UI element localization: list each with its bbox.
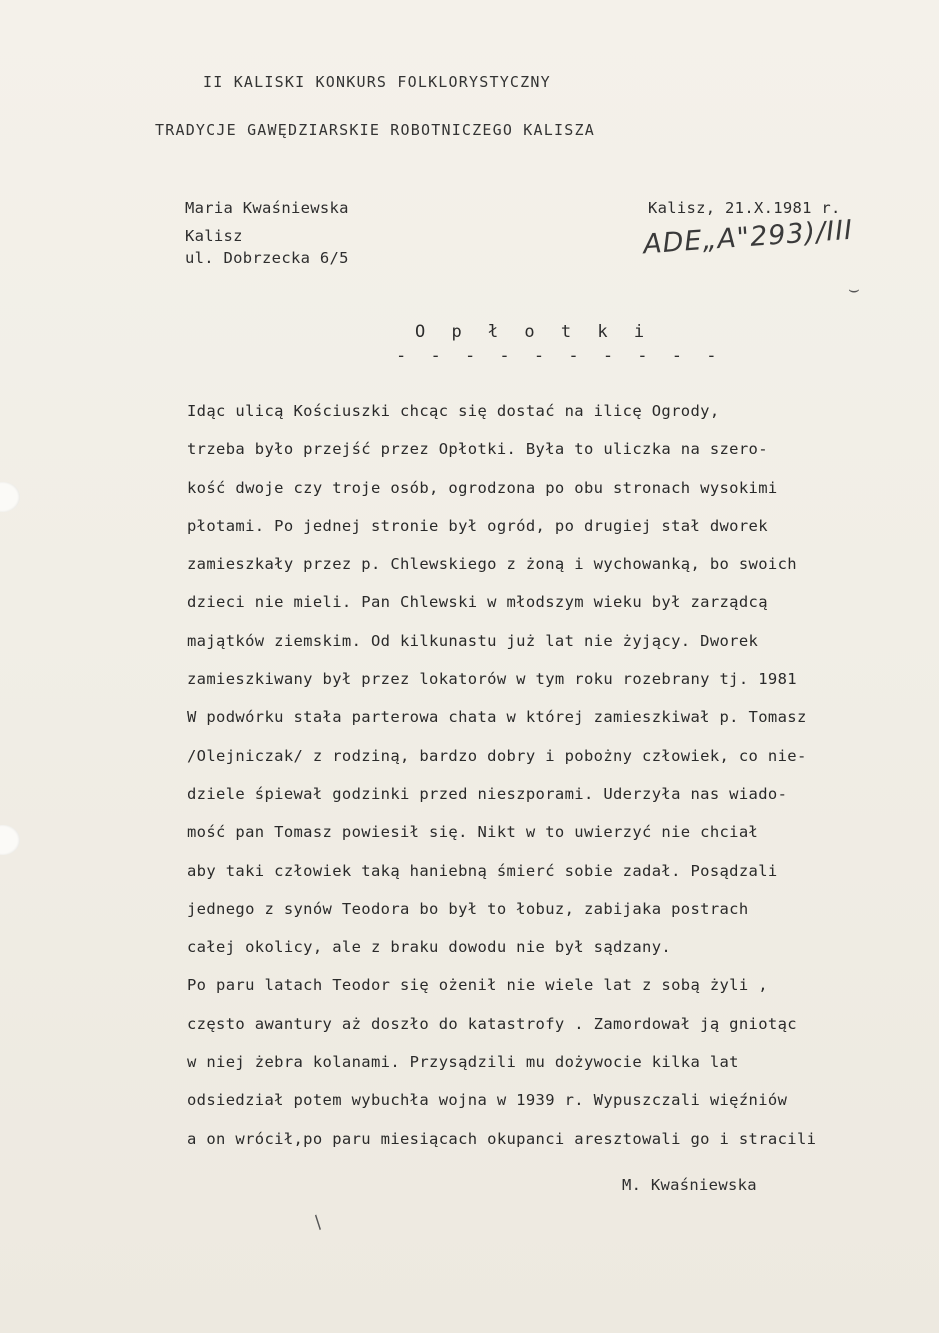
body-line: /Olejniczak/ z rodziną, bardzo dobry i pobożny człowiek, co nie- [187, 746, 807, 765]
story-body [187, 396, 939, 1162]
contest-subheading: TRADYCJE GAWĘDZIARSKIE ROBOTNICZEGO KALISZA [155, 121, 595, 139]
body-line: aby taki człowiek taką haniebną śmierć sobie zadał. Posądzali [187, 861, 778, 880]
body-line: jednego z synów Teodora bo był to łobuz, zabijaka postrach [187, 899, 749, 918]
document-date: Kalisz, 21.X.1981 r. [648, 199, 841, 217]
body-line: Po paru latach Teodor się ożenił nie wiele lat z sobą żyli , [187, 976, 768, 995]
body-line: majątków ziemskim. Od kilkunastu już lat nie żyjący. Dworek [187, 631, 759, 650]
signature: M. Kwaśniewska [622, 1176, 757, 1194]
punch-hole [0, 825, 20, 855]
story-title: O p ł o t k i [415, 322, 653, 342]
body-line: zamieszkały przez p. Chlewskiego z żoną i wychowanką, bo swoich [187, 555, 797, 574]
body-line: zamieszkiwany był przez lokatorów w tym roku rozebrany tj. 1981 [187, 670, 797, 689]
body-line: w niej żebra kolanami. Przysądzili mu dożywocie kilka lat [187, 1053, 739, 1072]
body-line: trzeba było przejść przez Opłotki. Była to uliczka na szero- [187, 440, 768, 459]
body-line: mość pan Tomasz powiesił się. Nikt w to uwierzyć nie chciał [187, 823, 759, 842]
archive-mark: ADE„A"293)/III [642, 214, 855, 261]
body-line: często awantury aż doszło do katastrofy . Zamordował ją gniotąc [187, 1014, 797, 1033]
stray-mark: / [309, 1212, 327, 1233]
body-line: płotami. Po jednej stronie był ogród, po drugiej stał dworek [187, 516, 768, 535]
body-line: dzieci nie mieli. Pan Chlewski w młodszym wieku był zarządcą [187, 593, 768, 612]
title-underline: - - - - - - - - - - [396, 346, 724, 366]
body-line: całej okolicy, ale z braku dowodu nie był sądzany. [187, 938, 672, 957]
author-name: Maria Kwaśniewska [185, 199, 349, 217]
body-line: Idąc ulicą Kościuszki chcąc się dostać na ilicę Ogrody, [187, 402, 720, 420]
body-line: kość dwoje czy troje osób, ogrodzona po obu stronach wysokimi [187, 478, 778, 497]
contest-heading: II KALISKI KONKURS FOLKLORYSTYCZNY [203, 73, 551, 91]
body-line: W podwórku stała parterowa chata w której zamieszkiwał p. Tomasz [187, 708, 807, 727]
body-line: dziele śpiewał godzinki przed nieszporami. Uderzyła nas wiado- [187, 784, 788, 803]
author-street: ul. Dobrzecka 6/5 [185, 249, 349, 267]
punch-hole [0, 482, 20, 512]
body-line: odsiedział potem wybuchła wojna w 1939 r. Wypuszczali więźniów [187, 1091, 788, 1110]
body-line: a on wrócił,po paru miesiącach okupanci aresztowali go i stracili [187, 1129, 817, 1148]
author-city: Kalisz [185, 227, 243, 245]
pencil-mark: ⌣ [848, 279, 860, 300]
